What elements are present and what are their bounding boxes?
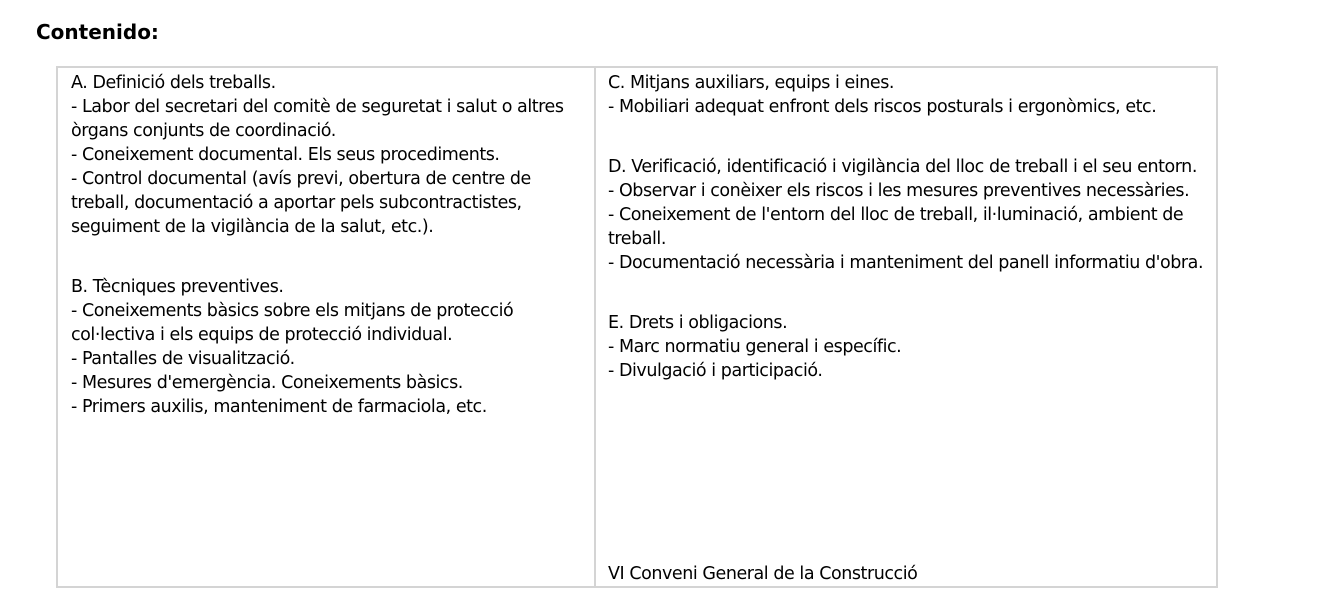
content-row (58, 68, 1216, 586)
list-item: - Pantalles de visualització. (71, 349, 295, 369)
footer-note: VI Conveni General de la Construcció (608, 564, 918, 584)
content-table (56, 66, 1218, 588)
section-title: D. Verificació, identificació i vigilància del lloc de treball i el seu entorn. (608, 157, 1197, 177)
list-item: - Primers auxilis, manteniment de farmaciola, etc. (71, 397, 487, 417)
section-title: A. Definició dels treballs. (71, 73, 276, 93)
section-d (608, 155, 1204, 275)
section-b (71, 275, 582, 419)
section-title: C. Mitjans auxiliars, equips i eines. (608, 73, 895, 93)
section-c (608, 71, 1204, 119)
section-title: B. Tècniques preventives. (71, 277, 284, 297)
list-item: - Labor del secretari del comitè de seguretat i salut o altres òrgans conjunts de coordinació. (71, 97, 564, 141)
list-item: - Documentació necessària i manteniment del panell informatiu d'obra. (608, 253, 1204, 273)
list-item: - Marc normatiu general i específic. (608, 337, 902, 357)
section-title: E. Drets i obligacions. (608, 313, 788, 333)
list-item: - Mobiliari adequat enfront dels riscos posturals i ergonòmics, etc. (608, 97, 1157, 117)
section-e (608, 311, 1204, 383)
left-column (58, 68, 596, 586)
page-heading: Contenido: (36, 20, 159, 44)
list-item: - Coneixement de l'entorn del lloc de treball, il·luminació, ambient de treball. (608, 205, 1184, 249)
list-item: - Mesures d'emergència. Coneixements bàsics. (71, 373, 463, 393)
list-item: - Coneixements bàsics sobre els mitjans de protecció col·lectiva i els equips de protecció individual. (71, 301, 514, 345)
list-item: - Observar i conèixer els riscos i les mesures preventives necessàries. (608, 181, 1190, 201)
section-a (71, 71, 582, 239)
list-item: - Control documental (avís previ, obertura de centre de treball, documentació a aportar pels subcontractistes, seguiment de la vigilància de la salut, etc.). (71, 169, 531, 237)
list-item: - Divulgació i participació. (608, 361, 823, 381)
right-column (596, 68, 1216, 586)
list-item: - Coneixement documental. Els seus procediments. (71, 145, 500, 165)
